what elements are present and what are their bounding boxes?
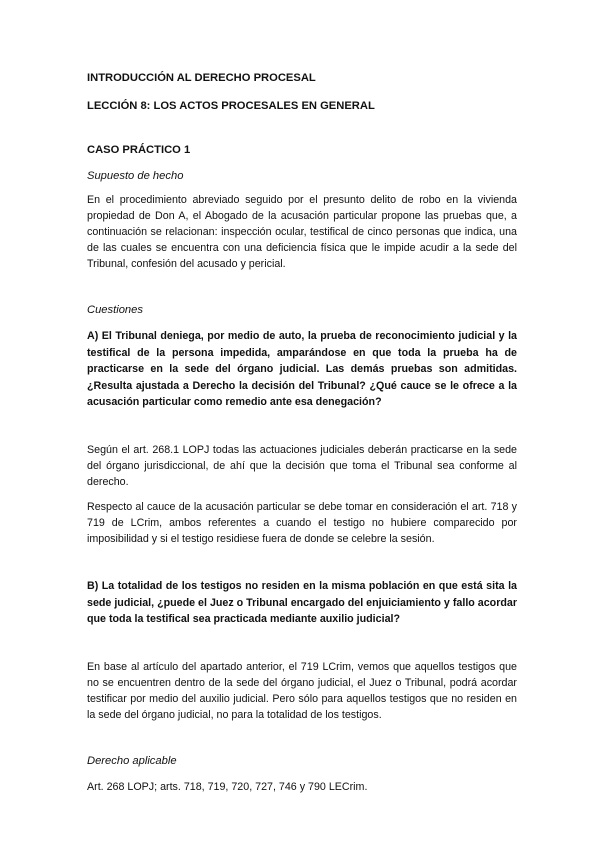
answer-a-paragraph-1: Según el art. 268.1 LOPJ todas las actuaciones judiciales deberán practicarse en la sede del órgano jurisdiccional, de ahí que la decisión que toma el Tribunal sea conforme al derecho. (87, 444, 517, 488)
answer-a-paragraph-2: Respecto al cauce de la acusación particular se debe tomar en consideración el art. 718 y 719 de LCrim, ambos referentes a cuando el testigo no hubiere comparecido por imposibilidad y si el testigo residiese fuera de donde se celebre la sesión. (87, 501, 517, 545)
case-title: CASO PRÁCTICO 1 (87, 144, 191, 156)
question-a: A) El Tribunal deniega, por medio de auto, la prueba de reconocimiento judicial y la testifical de la persona impedida, amparándose en que toda la prueba ha de practicarse en la sede del órgano judicial. Las demás pruebas son admitidas. ¿Resulta ajustada a Derecho la decisión del Tribunal? ¿Qué cauce se le ofrece a la acusación particular como remedio ante esa denegación? (87, 330, 517, 408)
question-b: B) La totalidad de los testigos no residen en la misma población en que está sita la sede judicial, ¿puede el Juez o Tribunal encargado del enjuiciamiento y fallo acordar que toda la testifical sea practicada mediante auxilio judicial? (87, 580, 517, 625)
law-text: Art. 268 LOPJ; arts. 718, 719, 720, 727, 746 y 790 LECrim. (87, 781, 368, 793)
law-title: Derecho aplicable (87, 755, 177, 767)
questions-title: Cuestiones (87, 304, 143, 316)
facts-title: Supuesto de hecho (87, 170, 184, 182)
heading-lesson: LECCIÓN 8: LOS ACTOS PROCESALES EN GENERAL (87, 100, 375, 112)
answer-b-paragraph: En base al artículo del apartado anterior, el 719 LCrim, vemos que aquellos testigos que no se encuentren dentro de la sede del órgano judicial, el Juez o Tribunal, podrá acordar testificar por medio del auxilio judicial. Pero sólo para aquellos testigos que no residen en la sede del órgano judicial, no para la totalidad de los testigos. (87, 661, 517, 721)
heading-course: INTRODUCCIÓN AL DERECHO PROCESAL (87, 72, 316, 84)
facts-paragraph: En el procedimiento abreviado seguido por el presunto delito de robo en la vivienda propiedad de Don A, el Abogado de la acusación particular propone las pruebas que, a continuación se relacionan: inspección ocular, testifical de cinco personas que indica, una de las cuales se encuentra con una deficiencia física que le impide acudir a la sede del Tribunal, confesión del acusado y pericial. (87, 194, 517, 270)
